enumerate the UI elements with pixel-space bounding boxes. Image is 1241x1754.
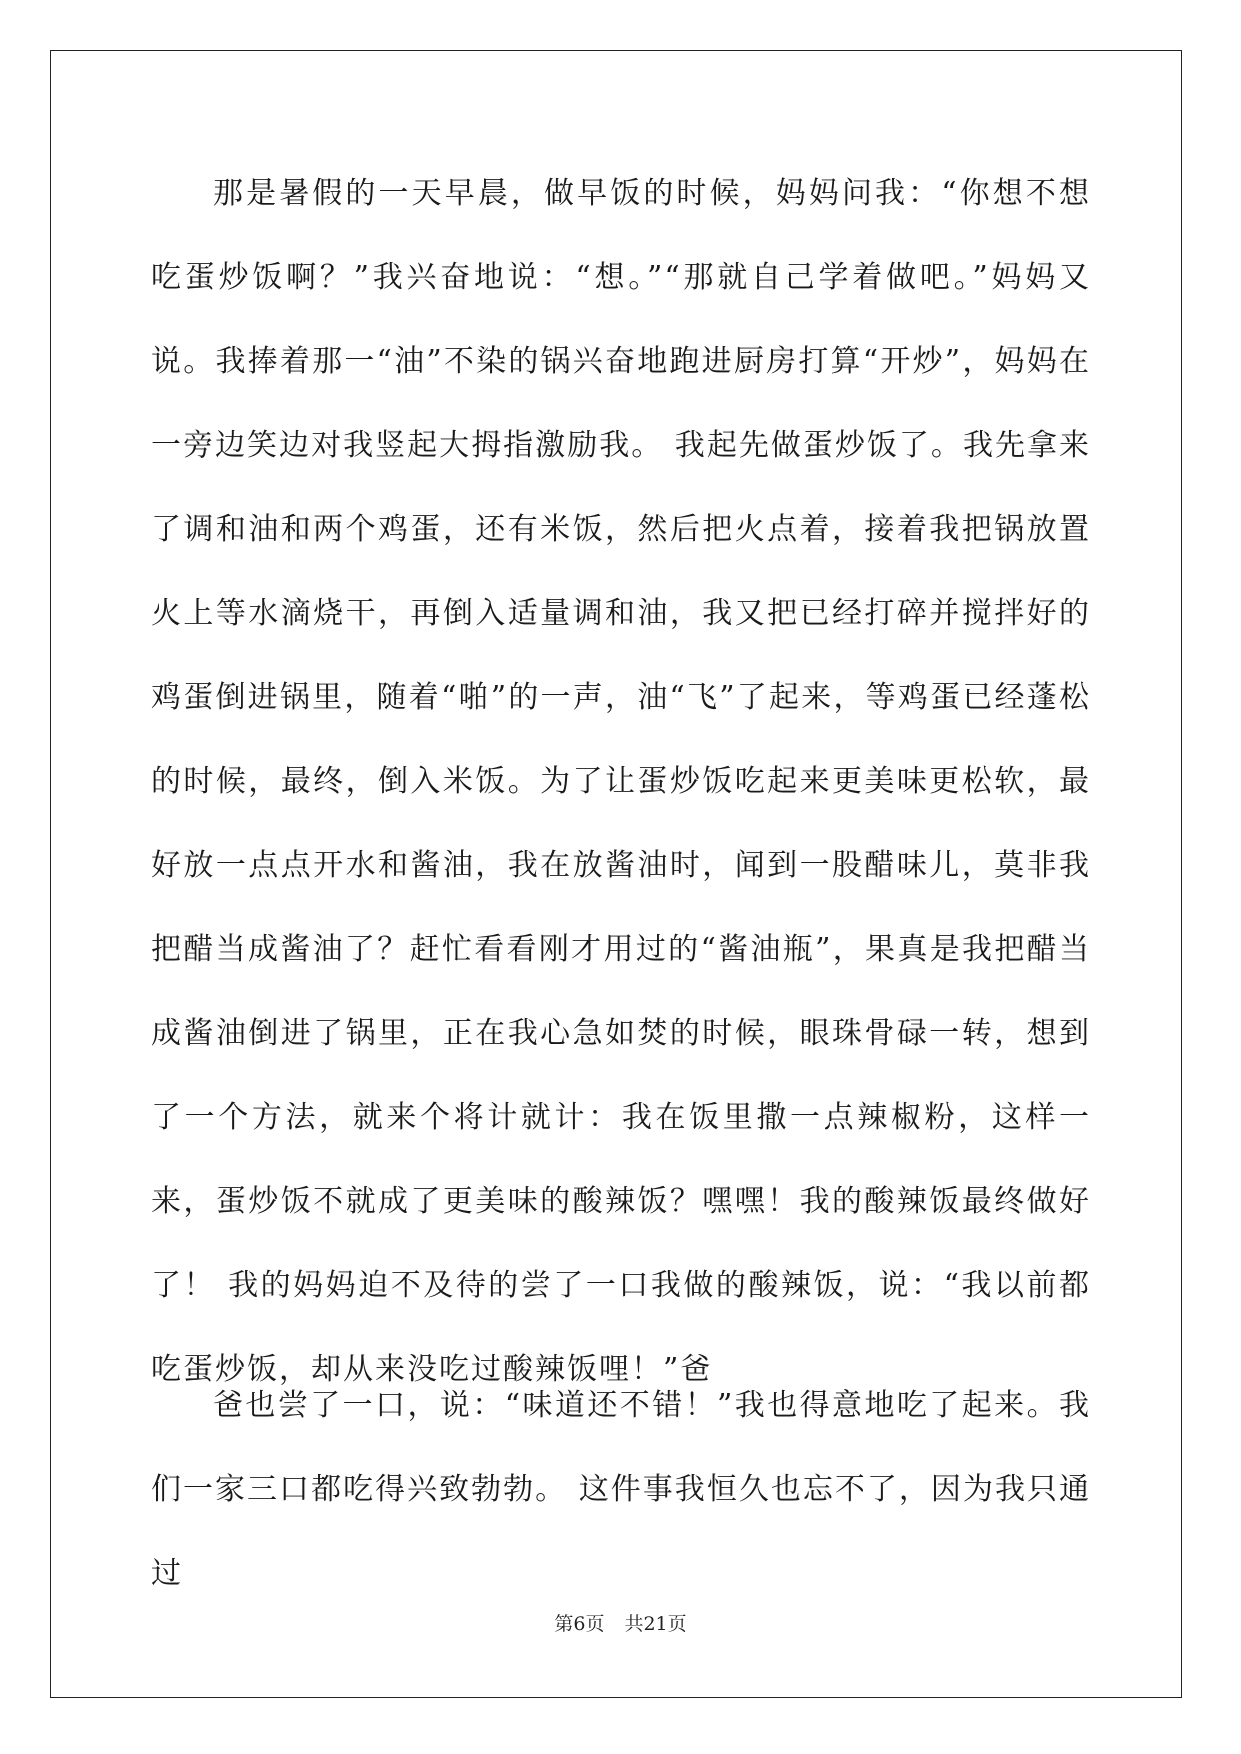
- page-total: 共21页: [624, 1613, 687, 1635]
- page-number: 第6页: [554, 1613, 605, 1635]
- page-footer: [0, 1609, 1241, 1636]
- body-paragraph-2: 爸也尝了一口，说：“味道还不错！”我也得意地吃了起来。我们一家三口都吃得兴致勃勃。 这件事我恒久也忘不了，因为我只通过: [151, 1388, 1091, 1591]
- body-paragraph-1: 那是暑假的一天早晨，做早饭的时候，妈妈问我：“你想不想吃蛋炒饭啊？”我兴奋地说：“想。”“那就自己学着做吧。”妈妈又说。我捧着那一“油”不染的锅兴奋地跑进厨房打算“开炒”，妈妈在一旁边笑边对我竖起大拇指激励我。 我起先做蛋炒饭了。我先拿来了调和油和两个鸡蛋，还有米饭，然后把火点着，接着我把锅放置火上等水滴烧干，再倒入适量调和油，我又把已经打碎并搅拌好的鸡蛋倒进锅里，随着“啪”的一声，油“飞”了起来，等鸡蛋已经蓬松的时候，最终，倒入米饭。为了让蛋炒饭吃起来更美味更松软，最好放一点点开水和酱油，我在放酱油时，闻到一股醋味儿，莫非我把醋当成酱油了？赶忙看看刚才用过的“酱油瓶”，果真是我把醋当成酱油倒进了锅里，正在我心急如焚的时候，眼珠骨碌一转，想到了一个方法，就来个将计就计：我在饭里撒一点辣椒粉，这样一来，蛋炒饭不就成了更美味的酸辣饭？嘿嘿！我的酸辣饭最终做好了！ 我的妈妈迫不及待的尝了一口我做的酸辣饭，说：“我以前都吃蛋炒饭，却从来没吃过酸辣饭哩！”爸: [151, 176, 1091, 1387]
